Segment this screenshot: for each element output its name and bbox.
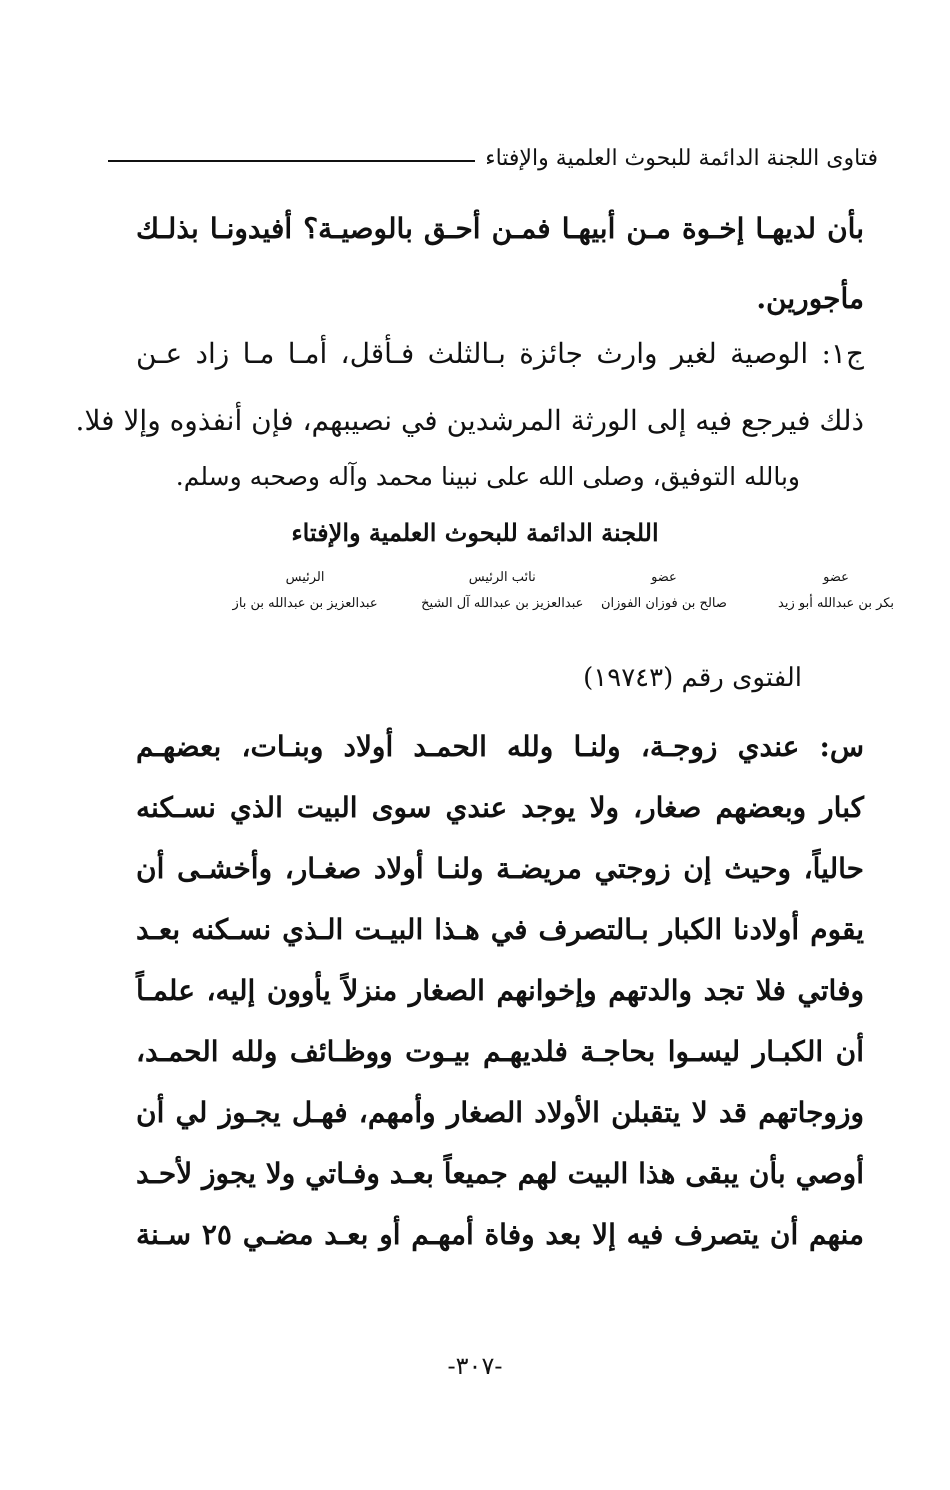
signatory-rais [233,570,378,611]
signatory-name: صالح بن فوزان الفوزان [600,596,727,611]
question-line: كبار وبعضهم صغار، ولا يوجد عندي سوى البيت الذي نسـكنه [136,791,864,824]
signatory-role: عضو [823,570,849,585]
fatwa-number: الفتوى رقم (١٩٧٤٣) [583,663,802,693]
question-continued-line: بأن لديهـا إخـوة مـن أبيهـا فمـن أحـق بالوصيـة؟ أفيدونـا بذلـك [136,212,864,245]
question-line: وفاتي فلا تجد والدتهم وإخوانهم الصغار منزلاً يأوون إليه، علمـاً [136,974,864,1007]
signatory-deputy [421,570,583,611]
question-continued-line: مأجورين. [756,282,864,315]
question [136,730,864,1257]
header-title: فتاوى اللجنة الدائمة للبحوث العلمية والإفتاء [485,145,878,171]
answer-line: ذلك فيرجع فيه إلى الورثة المرشدين في نصيبهم، فإن أنفذوه وإلا فلا. [75,404,864,437]
committee-name: اللجنة الدائمة للبحوث العلمية والإفتاء [291,518,659,547]
answer [75,337,864,443]
header-rule [108,160,475,162]
signatory-name: بكر بن عبدالله أبو زيد [778,596,895,611]
running-header [108,138,878,178]
question-line: أوصي بأن يبقى هذا البيت لهم جميعاً بعـد وفـاتي ولا يجوز لأحـد [136,1157,864,1190]
question-line: وزوجاتهم قد لا يتقبلن الأولاد الصغار وأمهم، فهـل يجـوز لي أن [136,1096,864,1129]
question-continued [136,212,864,321]
signatory-role: الرئيس [285,570,325,585]
signatory-role: عضو [651,570,677,585]
signatory-member-abuzaid [778,570,894,611]
question-line: س: عندي زوجـة، ولنـا ولله الحمـد أولاد وبنـات، بعضهـم [136,730,864,763]
signatory-name: عبدالعزيز بن عبدالله بن باز [232,596,378,611]
signatory-member-fawzan [601,570,727,611]
signatory-name: عبدالعزيز بن عبدالله آل الشيخ [421,596,584,611]
answer-line: ج١: الوصية لغير وارث جائزة بـالثلث فـأقل، أمـا مـا زاد عـن [136,337,864,370]
question-line: حالياً، وحيث إن زوجتي مريضـة ولنـا أولاد صغـار، وأخشـى أن [136,852,864,885]
question-line: أن الكبـار ليسـوا بحاجـة فلديهـم بيـوت ووظـائف ولله الحمـد، [136,1035,864,1068]
question-line: يقوم أولادنا الكبار بـالتصرف في هـذا البيـت الـذي نسـكنه بعـد [136,913,864,946]
question-line: منهم أن يتصرف فيه إلا بعد وفاة أمهـم أو بعـد مضـي ٢٥ سـنة [136,1218,864,1251]
page-number: -٣٠٧- [447,1352,503,1380]
signatory-role: نائب الرئيس [468,570,536,585]
closing-formula: وبالله التوفيق، وصلى الله على نبينا محمد وآله وصحبه وسلم. [175,462,800,491]
